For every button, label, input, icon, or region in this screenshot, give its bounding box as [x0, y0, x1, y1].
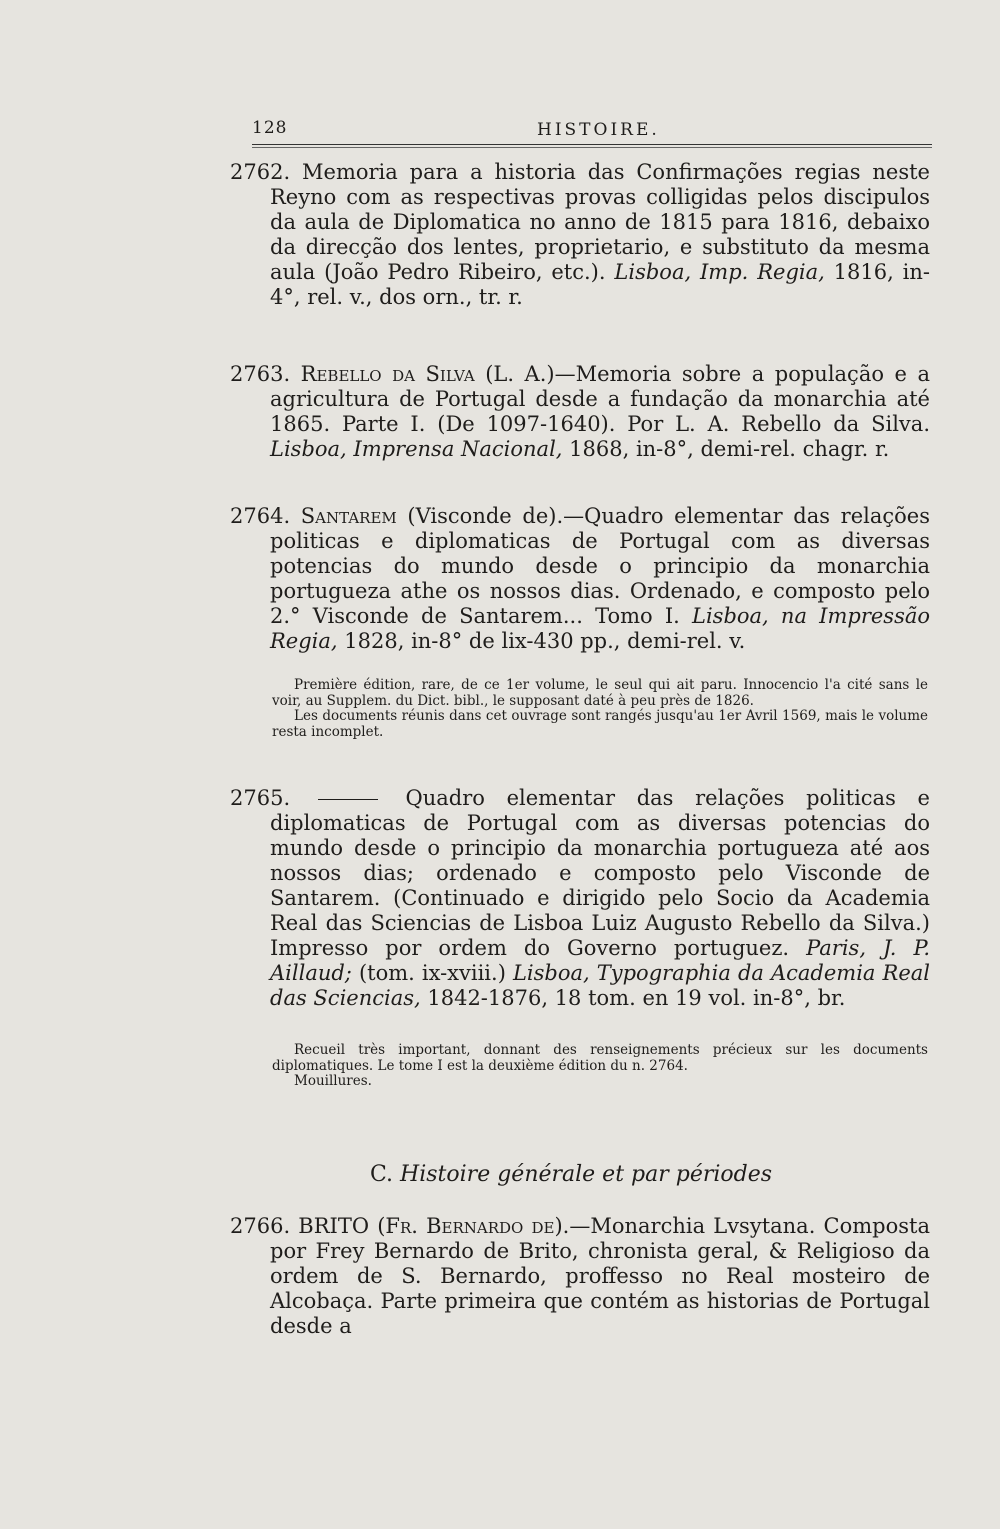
header-rule [252, 144, 932, 145]
entry-number: 2762. [230, 160, 291, 184]
entry-imprint: Lisboa, Imprensa Nacional, [270, 437, 563, 461]
note-text: Recueil très important, donnant des renseignements précieux sur les documents diplomatiques. Le tome I est la deuxième édition du n. 2764. [272, 1042, 928, 1074]
section-heading [370, 1162, 772, 1187]
entry-details: 1868, in-8°, demi-rel. chagr. r. [562, 437, 890, 461]
page-header [252, 118, 932, 150]
entry-2765-notes [272, 1043, 928, 1090]
entry-details: 1828, in-8° de lix-430 pp., demi-rel. v. [337, 629, 746, 653]
entry-title: Quadro elementar das relações politicas e diplomaticas de Portugal com as diversas potencias do mundo desde o principio da monarchia portugueza athe os nossos dias. Ordenado, e composto pelo 2.° Visconde de Santarem... Tomo I. [270, 504, 930, 628]
entry-author-rest: (L. A.) [474, 362, 555, 386]
entry-author: Rebello da Silva [300, 362, 475, 386]
entry-author-rest: (Fr. Bernardo de). [369, 1214, 570, 1238]
entry-2764: 2764. Santarem (Visconde de).—Quadro elementar das relações politicas e diplomaticas de Portugal com as diversas potencias do mundo desde o principio da monarchia portugueza athe os nossos dias. Ordenado, e composto pelo 2.° Visconde de Santarem... Tomo I. Lisboa, na Impressão Regia, 1828, in-8° de lix-430 pp., demi-rel. v. [230, 504, 931, 653]
entry-author: BRITO [298, 1214, 370, 1238]
ditto-dash [318, 799, 378, 800]
note-text: Les documents réunis dans cet ouvrage sont rangés jusqu'au 1er Avril 1569, mais le volume resta incomplet. [272, 708, 928, 740]
section-letter: C. [370, 1162, 394, 1187]
entry-number: 2765. [230, 786, 291, 810]
entry-imprint: Lisboa, na Impressão Regia, [270, 604, 931, 653]
note-text: Mouillures. [294, 1073, 372, 1089]
entry-2764-notes [272, 678, 928, 740]
entry-title: Monarchia Lvsytana. Composta por Frey Bernardo de Brito, chronista geral, & Religioso da ordem de S. Bernardo, proffesso no Real mosteiro de Alcobaça. Parte primeira que contém as historias de Portugal desde a [270, 1214, 930, 1338]
entry-imprint: Paris, J. P. Aillaud; [270, 936, 931, 985]
entry-number: 2766. [230, 1214, 291, 1238]
entry-volumes: (tom. ix-xviii.) [351, 961, 513, 985]
note-text: Première édition, rare, de ce 1er volume, le seul qui ait paru. Innocencio l'a cité sans le voir, au Supplem. du Dict. bibl., le supposant daté à peu près de 1826. [272, 677, 928, 709]
entry-title: Memoria sobre a população e a agricultura de Portugal desde a fundação da monarchia até 1865. Parte I. (De 1097-1640). Por L. A. Rebello da Silva. [270, 362, 930, 436]
entry-details: 1816, in-4°, rel. v., dos orn., tr. r. [270, 260, 930, 309]
entry-author-rest: (Visconde de). [396, 504, 564, 528]
entry-number: 2764. [230, 504, 291, 528]
entry-2765 [230, 786, 931, 1011]
entry-2766: 2766. BRITO (Fr. Bernardo de).—Monarchia Lvsytana. Composta por Frey Bernardo de Brito, chronista geral, & Religioso da ordem de S. Bernardo, proffesso no Real mosteiro de Alcobaça. Parte primeira que contém as historias de Portugal desde a [230, 1214, 930, 1338]
entry-number: 2763. [230, 362, 291, 386]
entry-2762 [230, 160, 930, 310]
page-number: 128 [252, 118, 288, 138]
entry-title: Memoria para a historia das Confirmações regias neste Reyno com as respectivas provas colligidas pelos discipulos da aula de Diplomatica no anno de 1815 para 1816, debaixo da direcção dos lentes, proprietario, e substituto da mesma aula (João Pedro Ribeiro, etc.). [270, 160, 930, 284]
entry-imprint: Lisboa, Imp. Regia, [614, 260, 825, 284]
entry-details: 1842-1876, 18 tom. en 19 vol. in-8°, br. [420, 986, 846, 1010]
section-title: Histoire générale et par périodes [400, 1162, 773, 1187]
entry-imprint-2: Lisboa, Typographia da Academia Real das Sciencias, [270, 961, 930, 1010]
header-rule-double [252, 147, 932, 148]
entry-author: Santarem [300, 504, 397, 528]
entry-title: Quadro elementar das relações politicas e diplomaticas de Portugal com as diversas potencias do mundo desde o principio da monarchia portugueza até aos nossos dias; ordenado e composto pelo Visconde de Santarem. (Continuado e dirigido pelo Socio da Academia Real das Sciencias de Lisboa Luiz Augusto Rebello da Silva.) Impresso por ordem do Governo portuguez. [270, 786, 930, 960]
entry-2763: 2763. Rebello da Silva (L. A.)—Memoria sobre a população e a agricultura de Portugal desde a fundação da monarchia até 1865. Parte I. (De 1097-1640). Por L. A. Rebello da Silva. Lisboa, Imprensa Nacional, 1868, in-8°, demi-rel. chagr. r. [230, 362, 930, 461]
running-title: HISTOIRE. [537, 120, 660, 140]
